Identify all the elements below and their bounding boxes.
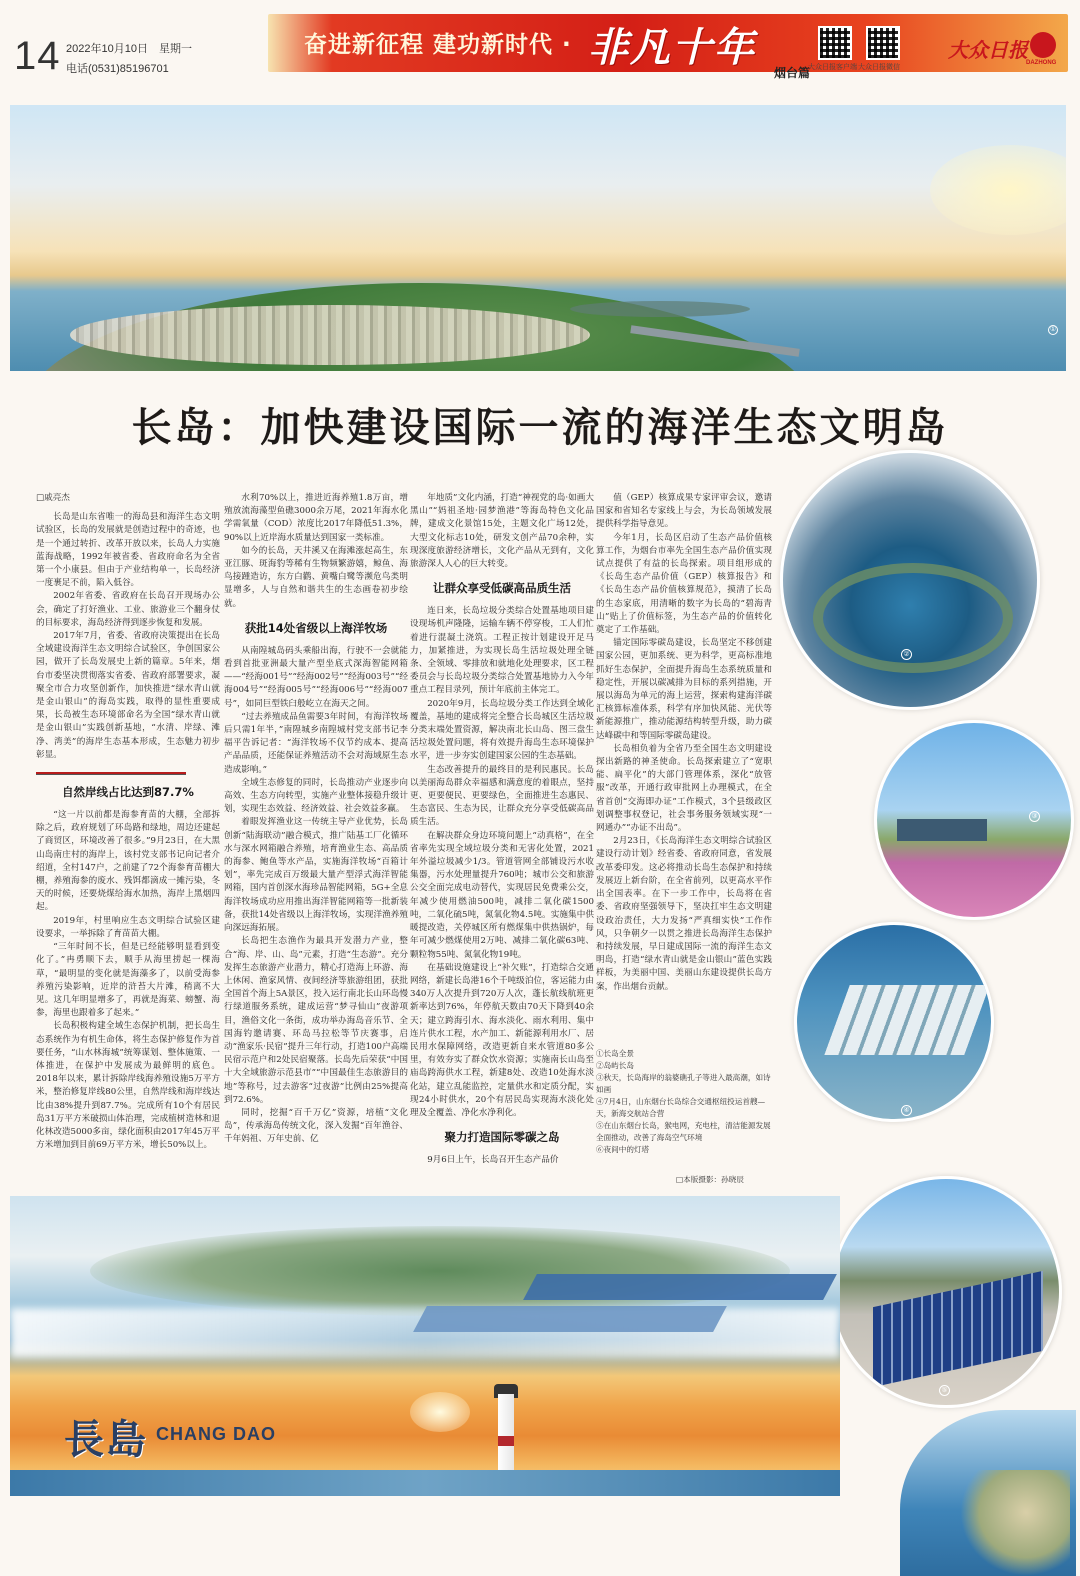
- decorative-stripe: [523, 1274, 837, 1300]
- distant-island: [570, 301, 750, 317]
- caption-item: ②岛屿长岛: [596, 1061, 634, 1070]
- newspaper-logo: 大众日报: [948, 38, 1028, 62]
- article-column-1: [36, 492, 220, 1192]
- paragraph: 长岛积极构建全域生态保护机制，把长岛生态系统作为有机生命体，将生态保护修复作为首要任务，“山水林海城”统筹谋划、整体施策、一体推进，在保护中发展成为最鲜明的底色。2018年以来，累计拆除岸线海养殖设施5万平方米，整治修复岸线80公里，自然岸线和海岸线达比由38%提升到87.7%。完成所有10个有居民岛31万平方米破损山体治理，完成植树造林和退化林改造5000多亩，绿化面积由2017年45万平方米增加到目前69万平方米，增长50%以上。: [36, 1021, 220, 1151]
- paragraph: 从南隍城岛码头乘船出海，行驶不一会就能看到首批亚洲最大量产型坐底式深海智能网箱——“经海001号”“经海002号”“经海003号”“经海004号”“经海005号”“经海006号”“经海007号”，如同巨型铁臼般屹立在海天之间。: [224, 645, 408, 709]
- paragraph: 锚定国际零碳岛建设，长岛坚定不移创建国家公园，更加系统、更为科学，更高标准地抓好生态保护，全面提升海岛生态系统质量和稳定性，开展以碳减排为目标的系列措施，开展以海岛为单元的海上运营，探索构建海洋碳汇核算标准体系，科学有序加快风能、光伏等新能源推广，推动能源结构转型升级，助力碳达峰碳中和等国际零碳岛建设。: [596, 638, 772, 741]
- qr-label: 大众日报客户端: [808, 64, 857, 71]
- decorative-stripe: [413, 1306, 727, 1332]
- banner-theme: 非凡十年: [588, 24, 756, 71]
- photo-number-badge: ⑤: [939, 1385, 950, 1396]
- article-column-3: [410, 492, 594, 1192]
- section-divider: [36, 772, 186, 775]
- paragraph: 长岛相负着为全省乃至全国生态文明建设探出新路的神圣使命。长岛探索建立了“宽职能、扁平化”的大部门管理体系，深化“放管服”改革，开通行政审批网上办理模式，在全省首创“交海即办证”工作模式，3个县级政区划调整事权登记，社会事务服务领域实现“一网通办”“办证不出岛”。: [596, 743, 772, 834]
- paragraph: 水利70%以上，推进近海养殖1.8万亩，增殖放流海藻型鱼礁3000余万尾，2021年海水化学需氧量（COD）浓度比2017年降低51.3%，90%以上近岸海水质量达到国家一类标准。: [224, 493, 408, 543]
- caption-item: ⑥夜间中的灯塔: [596, 1145, 650, 1154]
- page-header: [0, 0, 1080, 96]
- paragraph: 着眼发挥渔业这一传统主导产业优势，长岛创新“陆海联动”融合模式，推广陆基工厂化循环水与深水网箱融合养殖，培育渔业生态、高品质的海参、鲍鱼等水产品，实施海洋牧场“百箱计划”，率先完成百万级最大量产型浮式海洋智能网箱，国内首创深水海珍品智能网箱，5G+全息海洋牧场成功应用推出海洋智能网箱等一批新装备，获批14处省级以上海洋牧场，实现洋渔养殖向深远海拓展。: [224, 817, 408, 934]
- photo-number-badge: ①: [1049, 326, 1057, 333]
- paragraph: 2002年省委、省政府在长岛召开现场办公会，确定了打好渔业、工业、旅游业三个翻身仗的目标要求，海岛经济得到逐步恢复和发展。: [36, 591, 220, 628]
- paragraph: 如今的长岛，天井溪又在海滩涨起高生，东亚江豚、斑海豹等稀有生物频繁游嬉，鲸鱼、海鸟接踵造访，东方白鹳、黄嘴白鹭等濒危鸟类明显增多，人与自然和谐共生的生态画卷初步绘就。: [224, 545, 408, 609]
- solar-panel-array: [873, 1271, 1043, 1387]
- paragraph: 全域生态修复的同时，长岛推动产业逐步向高效、生态方向转型，实施产业整体接稳升级计划，实现生态效益、经济效益、社会效益多赢。: [224, 777, 408, 815]
- byline: □戚亮杰: [36, 493, 70, 503]
- paragraph: 长岛把生态渔作为最具开发潜力产业，整合“海、岸、山、岛”元素，打造“生态游”。充分发挥生态旅游产业潜力，精心打造海上环游、海上休闲、渔家风情、夜间经济等旅游组团，获批全国首个海上5A景区，投入运行南北长山环岛慢行绿道服务系统，建成运营“梦寻仙山”夜游项目，渔俗文化一条街，成功举办海岛音乐节、全国海钓邀请赛、环岛马拉松等节庆赛事，启动“渔家乐·民宿”提升三年行动，打造100户高端民宿示范户和2处民宿聚落。长岛先后荣获“中国十大全域旅游示范县市”“中国最佳生态旅游目的地”等称号，过去游客“过夜游”比例由25%提高到72.6%。: [224, 936, 408, 1105]
- paragraph: “这一片以前都是海参育苗的大棚，全部拆除之后，政府规划了环岛路和绿地，周边还建起了商贸区，环境改善了很多。”9月23日，在大黑山岛南庄村的海岸上，该村党支部书记向记者介绍道，全村147户，之前建了72个海参育苗棚大棚，养殖海参的废水、残饵都滴成一摊污染，冬天的时候，还要烧煤给海水加热，海岸上黑烟四起。: [36, 810, 220, 913]
- bottom-sunset-photo: [10, 1196, 840, 1496]
- headline: 长岛：加快建设国际一流的海洋生态文明岛: [131, 405, 949, 451]
- lighthouse-band: [498, 1436, 514, 1446]
- photo-number-badge: ④: [901, 1105, 912, 1116]
- paragraph: 9月6日上午，长岛召开生态产品价: [427, 1155, 559, 1166]
- paragraph: 年地质”文化内涵，打造“神视党的岛·如画大黑山”“妈祖圣地·园梦渔港”等海岛特色文化品牌，建成文化景馆15处，主题文化广场12处，大型文化标志10处，研发文创产品70余种，实现深度旅游经济增长，文化产品从无到有，文化旅游深人人心的巨大转变。: [410, 493, 594, 570]
- circle-photo-transport-hub: [794, 922, 994, 1122]
- coast-land: [960, 1470, 1070, 1576]
- logo-mark-icon: [1030, 32, 1056, 58]
- section-heading: 聚力打造国际零碳之岛: [444, 1130, 560, 1145]
- paragraph: 2017年7月，省委、省政府决策提出在长岛全域建设海洋生态文明综合试验区，争创国家公园，做开了长岛发展史上新的篇章。5年来，烟台市委坚决贯彻落实省委、省政府部署要求，凝聚全市合力攻坚创新作，加快推进“绿水青山就是金山银山”的海岛实践，取得的显性重要成果，长岛被生态环境部命名为全国“绿水青山就是金山银山”实践创新基地，“水清、岸绿、滩净、湾美”的海岸生态基本形成，生态魅力初步彰显。: [36, 631, 220, 760]
- setting-sun: [410, 1392, 470, 1432]
- paragraph: 生态改善提升的最终目的是利民惠民。长岛以美丽海岛群众幸福感和满意度的着眼点，坚持更、更要便民、更要绿色，全面推进生态惠民、生态富民、生态为民，让群众充分享受低碳高品质生活。: [410, 764, 594, 828]
- circle-photo-island-ring: [780, 450, 1040, 710]
- newspaper-logo-en: DAZHONG: [1026, 60, 1057, 66]
- caption-item: ④7月4日，山东烟台长岛综合交通枢纽投运首艘—天，新海交航站合营: [596, 1097, 766, 1118]
- caption-item: ③秋天，长岛海岸的翁婆礁孔子等进入最高潮，如诗如画: [596, 1073, 771, 1094]
- paragraph: 今年1月，长岛区启动了生态产品价值核算工作，为烟台市率先全国生态产品价值实现试点提供了有益的长岛探索。项目组形成的《长岛生态产品价值（GEP）核算报告》和《长岛生态产品价值核算规范》，摸清了长岛的生态家底，用清晰的数字为长岛的“碧海青山”贴上了价值标签，为生态产品的价值转化奠定了工作基础。: [596, 532, 772, 636]
- paragraph: 值（GEP）核算成果专家评审会议，邀请国家和省知名专家线上与会，为长岛领域发展提供科学指导意见。: [596, 493, 772, 530]
- circle-photo-solar-panels: [830, 1176, 1062, 1408]
- paragraph: 长岛是山东省唯一的海岛县和海洋生态文明试验区，长岛的发展就是创造过程中的奇迹，也是一个通过转折、改革开放以来，长岛人力实施蓝海战略，1992年被省委、省政府命名为全省第一个小康县。但由于产业结构单一，长岛经济一度裹足不前，陷入低谷。: [36, 512, 220, 589]
- paragraph: 在解决群众身边环境问题上“动真格”，在全省率先实现全域垃圾分类和无害化处置，2021年外溢垃圾减少1/3。管道管网全部铺设污水收集器，污水处理量提升760吨；城市公交和旅游公交全面完成电动替代，实现居民免费乘公交，年减少使用燃油500吨，减排二氧化碳1500吨，二氧化硫5吨，氮氧化物4.5吨。实施集中供暖提改造，关停城区所有燃煤集中供热锅炉，每年可减少燃煤使用2万吨、减排二氧化碳63吨、颗粒物55吨、氮氧化物19吨。: [410, 830, 594, 960]
- page-number: 14: [14, 34, 61, 78]
- photo-captions: [596, 1048, 774, 1156]
- sea-water: [10, 1470, 840, 1496]
- publication-date: 2022年10月10日 星期一: [66, 43, 192, 55]
- paragraph: 2月23日，《长岛海洋生态文明综合试验区建设行动计划》经省委、省政府同意，省发展改革委印发。这必将推动长岛生态保护和持续发展迈上新台阶，在全省前列，以更高水平作出全国表率。在下一步工作中，长岛将在省委、省政府坚强领导下，坚决扛牢生态文明建设政治责任，大力发扬“严真细实快”工作作风，只争朝夕一以贯之推进长岛海洋生态保护和持续发展，早日建成国际一流的海洋生态文明岛，打造“绿水青山就是金山银山”蓝色实践样板，为美丽中国、美丽山东建设提供长岛方案，作出烟台贡献。: [596, 836, 772, 992]
- article-column-2: [224, 492, 408, 1192]
- contact-phone: 电话(0531)85196701: [66, 63, 169, 75]
- paragraph: 在基础设施建设上“补欠账”，打造综合交通网络，新建长岛港16个千吨级泊位，客运能力由340万人次提升到720万人次，蓬长航线航班更新率达到76%，年停航天数由70天下降到40余天；建立跨海引水、海水淡化、雨水利用、集中连片供水工程，水产加工、新能源利用水厂、居民用水保障网络，改造更新自来水管道80多公里，有效夯实了群众饮水资源；实施南长山岛至庙岛跨海供水工程，新建8处、改造10处海水淡化站，建立乱能监控，定量供水和定质分配，实现24小时供水，20个有居民岛实现海水淡化处理及全覆盖、净化水净利化。: [410, 962, 594, 1118]
- coastal-building: [897, 819, 987, 841]
- island-town: [70, 305, 590, 365]
- ferry-terminal: [824, 985, 989, 1055]
- paragraph: “三年时间不长，但是已经能够明显看到变化了。”冉勇顺下去，顺手从海里捞起一棵海草，“最明显的变化就是海藻多了，以前受海参养殖污染影响，近岸的浒苔大片滩，稍离不大见。这几年明显增多了，再就是海菜、螃蟹、海参，海里也跟着多了起来。”: [36, 942, 220, 1019]
- section-heading: 让群众享受低碳高品质生活: [433, 581, 571, 596]
- caption-item: ①长岛全景: [596, 1049, 634, 1058]
- paragraph: 2020年9月，长岛垃圾分类工作达到全域化覆盖，基地的建成将完全整合长岛城区生活垃圾分类末端处置资源，解决南北长山岛、图三盘生活垃圾处置问题，将有效提升海岛生态环境保护水平，进一步夯实创建国家公园的生态基础。: [410, 698, 594, 762]
- paragraph: 同时，挖掘“百千万亿”资源，培植“文化岛”，传承海岛传统文化，深入发掘“百年渔谷、千年妈祖、万年史前、亿: [224, 1107, 408, 1145]
- paragraph: 2019年，村里响应生态文明综合试验区建设要求，一举拆除了育苗苗大棚。: [36, 915, 220, 939]
- island-ring: [813, 563, 1013, 673]
- photo-number-badge: ③: [1029, 811, 1040, 822]
- sun-glow: [930, 145, 1066, 235]
- photo-number-badge: ②: [901, 649, 912, 660]
- qr-code-icon[interactable]: [818, 26, 852, 60]
- section-name: 烟台篇: [774, 66, 811, 80]
- qr-code-icon[interactable]: [866, 26, 900, 60]
- top-aerial-photo: [10, 105, 1066, 371]
- banner-slogan: 奋进新征程 建功新时代 ·: [304, 32, 572, 58]
- caption-item: ⑤在山东烟台长岛，猴电网，充电柱，清洁能源发展全面推动，改善了海岛空气环境: [596, 1121, 771, 1142]
- aerial-land: [90, 1226, 790, 1316]
- circle-photo-coast-flowers: [874, 720, 1074, 920]
- place-name-cn: 長島: [64, 1416, 148, 1463]
- place-name-en: CHANG DAO: [156, 1424, 276, 1444]
- article-column-4: [596, 492, 772, 1052]
- paragraph: “过去养殖成品鱼需要3年时间，有海洋牧场后只需1年半，”南隍城乡南隍城村党支部书记李福平告诉记者：“海洋牧场不仅节约成本、提高产品品质，还能保证养殖活动不会对海域原生态造成影响。”: [224, 711, 408, 775]
- section-heading: 获批14处省级以上海洋牧场: [244, 620, 388, 635]
- qr-label: 大众日报微信: [858, 64, 900, 71]
- section-heading: 自然岸线占比达到87.7%: [62, 785, 194, 800]
- paragraph: 连日来，长岛垃圾分类综合处置基地项目建设现场机声隆隆，运输车辆不停穿梭，工人们忙着进行混凝土浇筑。工程正按计划建设开足马力，加紧推进，为实现长岛生活垃圾处理全链条、全领域、零排放和就地化处理要求，区工程委员会与长岛垃圾分类综合处置基地协力入今年重点工程目录列，预计年底前主体完工。: [410, 606, 594, 696]
- photo-credit: □本版摄影：孙晓辰: [676, 1175, 744, 1184]
